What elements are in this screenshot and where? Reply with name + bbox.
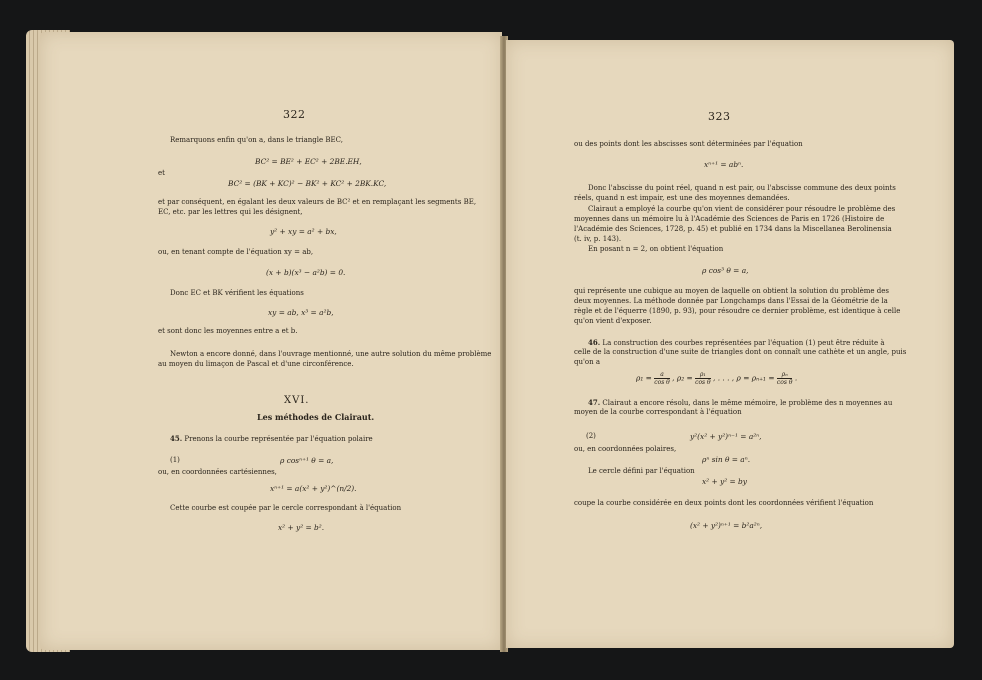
rho-eq-part: ρ = ρₙ₊₁ = — [736, 373, 775, 383]
text-line: ou, en tenant compte de l'équation xy = ab, — [158, 248, 314, 256]
text-line: ou des points dont les abscisses sont déterminées par l'équation — [574, 140, 803, 148]
equation-label: (1) — [170, 456, 180, 464]
text-line: Clairaut a encore résolu, dans le même mémoire, le problème des n moyennes au — [602, 399, 893, 407]
text-line: Prenons la courbe représentée par l'équation polaire — [184, 435, 373, 443]
text-line: l'Académie des Sciences, 1728, p. 45) et publié en 1734 dans la Miscellanea Berolinensia — [574, 225, 892, 233]
text-line: moyennes dans un mémoire lu à l'Académie des Sciences de Paris en 1726 (Histoire de — [574, 215, 885, 223]
equation: BC² = BE² + EC² + 2BE.EH, — [255, 157, 362, 166]
text-line: règle et de l'équerre (1890, p. 93), pour résoudre ce dernier problème, est identique à celle — [574, 307, 901, 315]
text-line: EC, etc. par les lettres qui les désignent, — [158, 208, 303, 216]
fraction-numerator: ρ₁ — [695, 371, 711, 379]
text-line: Cette courbe est coupée par le cercle correspondant à l'équation — [170, 504, 402, 512]
equation-label: (2) — [586, 432, 596, 440]
text-line: et par conséquent, en égalant les deux valeurs de BC² et en remplaçant les segments BE, — [158, 198, 477, 206]
text-line: qu'on a — [574, 358, 601, 366]
text-line: moyen de la courbe correspondant à l'équation — [574, 408, 742, 416]
equation: x² + y² = by — [702, 477, 747, 486]
equation: ρⁿ sin θ = aⁿ. — [702, 455, 751, 464]
text-line: et sont donc les moyennes entre a et b. — [158, 327, 298, 335]
left-page — [40, 32, 502, 650]
equation: xⁿ⁺¹ = abⁿ. — [704, 160, 744, 169]
text-line: celle de la construction d'une suite de triangles dont on connaît une cathète et un angle, puis — [574, 348, 907, 356]
fraction-denominator: cos θ — [654, 379, 670, 386]
equation: x² + y² = b². — [278, 523, 325, 532]
paragraph-number: 45. — [170, 434, 183, 443]
text-line: réels, quand n est impair, est une des moyennes demandées. — [574, 194, 790, 202]
right-page — [506, 40, 954, 648]
equation: y²(x² + y²)ⁿ⁻¹ = a²ⁿ, — [690, 432, 762, 441]
fraction-denominator: cos θ — [776, 379, 793, 386]
rho-eq-part: ρ₁ = — [636, 373, 652, 383]
fraction — [695, 371, 711, 386]
rho-equation — [636, 371, 797, 386]
equation: (x + b)(x³ − a²b) = 0. — [266, 268, 346, 277]
paragraph-number: 46. — [588, 338, 601, 347]
section-subtitle: Les méthodes de Clairaut. — [257, 412, 375, 422]
equation: ρ cos³ θ = a, — [702, 266, 749, 275]
text-line: En posant n = 2, on obtient l'équation — [588, 245, 724, 253]
text-line: qu'on vient d'exposer. — [574, 317, 652, 325]
page-number-right: 323 — [708, 110, 731, 123]
text-line: ou, en coordonnées polaires, — [574, 445, 677, 453]
fraction-numerator: ρₙ — [777, 371, 793, 379]
rho-eq-part: . — [794, 373, 798, 383]
text-line: (t. iv, p. 143). — [574, 235, 622, 243]
equation: (x² + y²)ⁿ⁺¹ = b²a²ⁿ, — [690, 521, 763, 530]
text-line: ou, en coordonnées cartésiennes, — [158, 468, 277, 476]
fraction-denominator: cos θ — [695, 379, 711, 386]
equation: ρ cosⁿ⁺¹ θ = a, — [280, 456, 334, 465]
text-line: Clairaut a employé la courbe qu'on vient de considérer pour résoudre le problème des — [588, 205, 896, 213]
text-line: Le cercle défini par l'équation — [588, 467, 695, 475]
rho-eq-part: , ρ₂ = — [672, 373, 693, 383]
equation: BC² = (BK + KC)² − BK² + KC² + 2BK.KC, — [228, 179, 387, 188]
rho-eq-part: , . . . , — [713, 373, 735, 383]
paragraph-number: 47. — [588, 398, 601, 407]
fraction — [654, 371, 670, 386]
page-number-left: 322 — [283, 108, 306, 121]
fraction — [777, 371, 793, 386]
text-line: deux moyennes. La méthode donnée par Longchamps dans l'Essai de la Géométrie de la — [574, 297, 888, 305]
text-line: Donc EC et BK vérifient les équations — [170, 289, 304, 297]
equation: xy = ab, x³ = a²b, — [268, 308, 334, 317]
text-line: au moyen du limaçon de Pascal et d'une circonférence. — [158, 360, 354, 368]
fraction-numerator: a — [654, 371, 670, 379]
equation: y² + xy = a² + bx, — [270, 227, 337, 236]
text-line: et — [158, 169, 165, 177]
section-title: XVI. — [284, 395, 310, 406]
text-line: qui représente une cubique au moyen de laquelle on obtient la solution du problème des — [574, 287, 889, 295]
text-line: Remarquons enfin qu'on a, dans le triangle BEC, — [170, 136, 343, 144]
equation: xⁿ⁺¹ = a(x² + y²)^(n/2). — [270, 484, 357, 493]
text-line: coupe la courbe considérée en deux points dont les coordonnées vérifient l'équation — [574, 499, 874, 507]
text-line: La construction des courbes représentées par l'équation (1) peut être réduite à — [602, 339, 885, 347]
text-line: Donc l'abscisse du point réel, quand n est pair, ou l'abscisse commune des deux points — [588, 184, 896, 192]
text-line: Newton a encore donné, dans l'ouvrage mentionné, une autre solution du même problème — [170, 350, 492, 358]
